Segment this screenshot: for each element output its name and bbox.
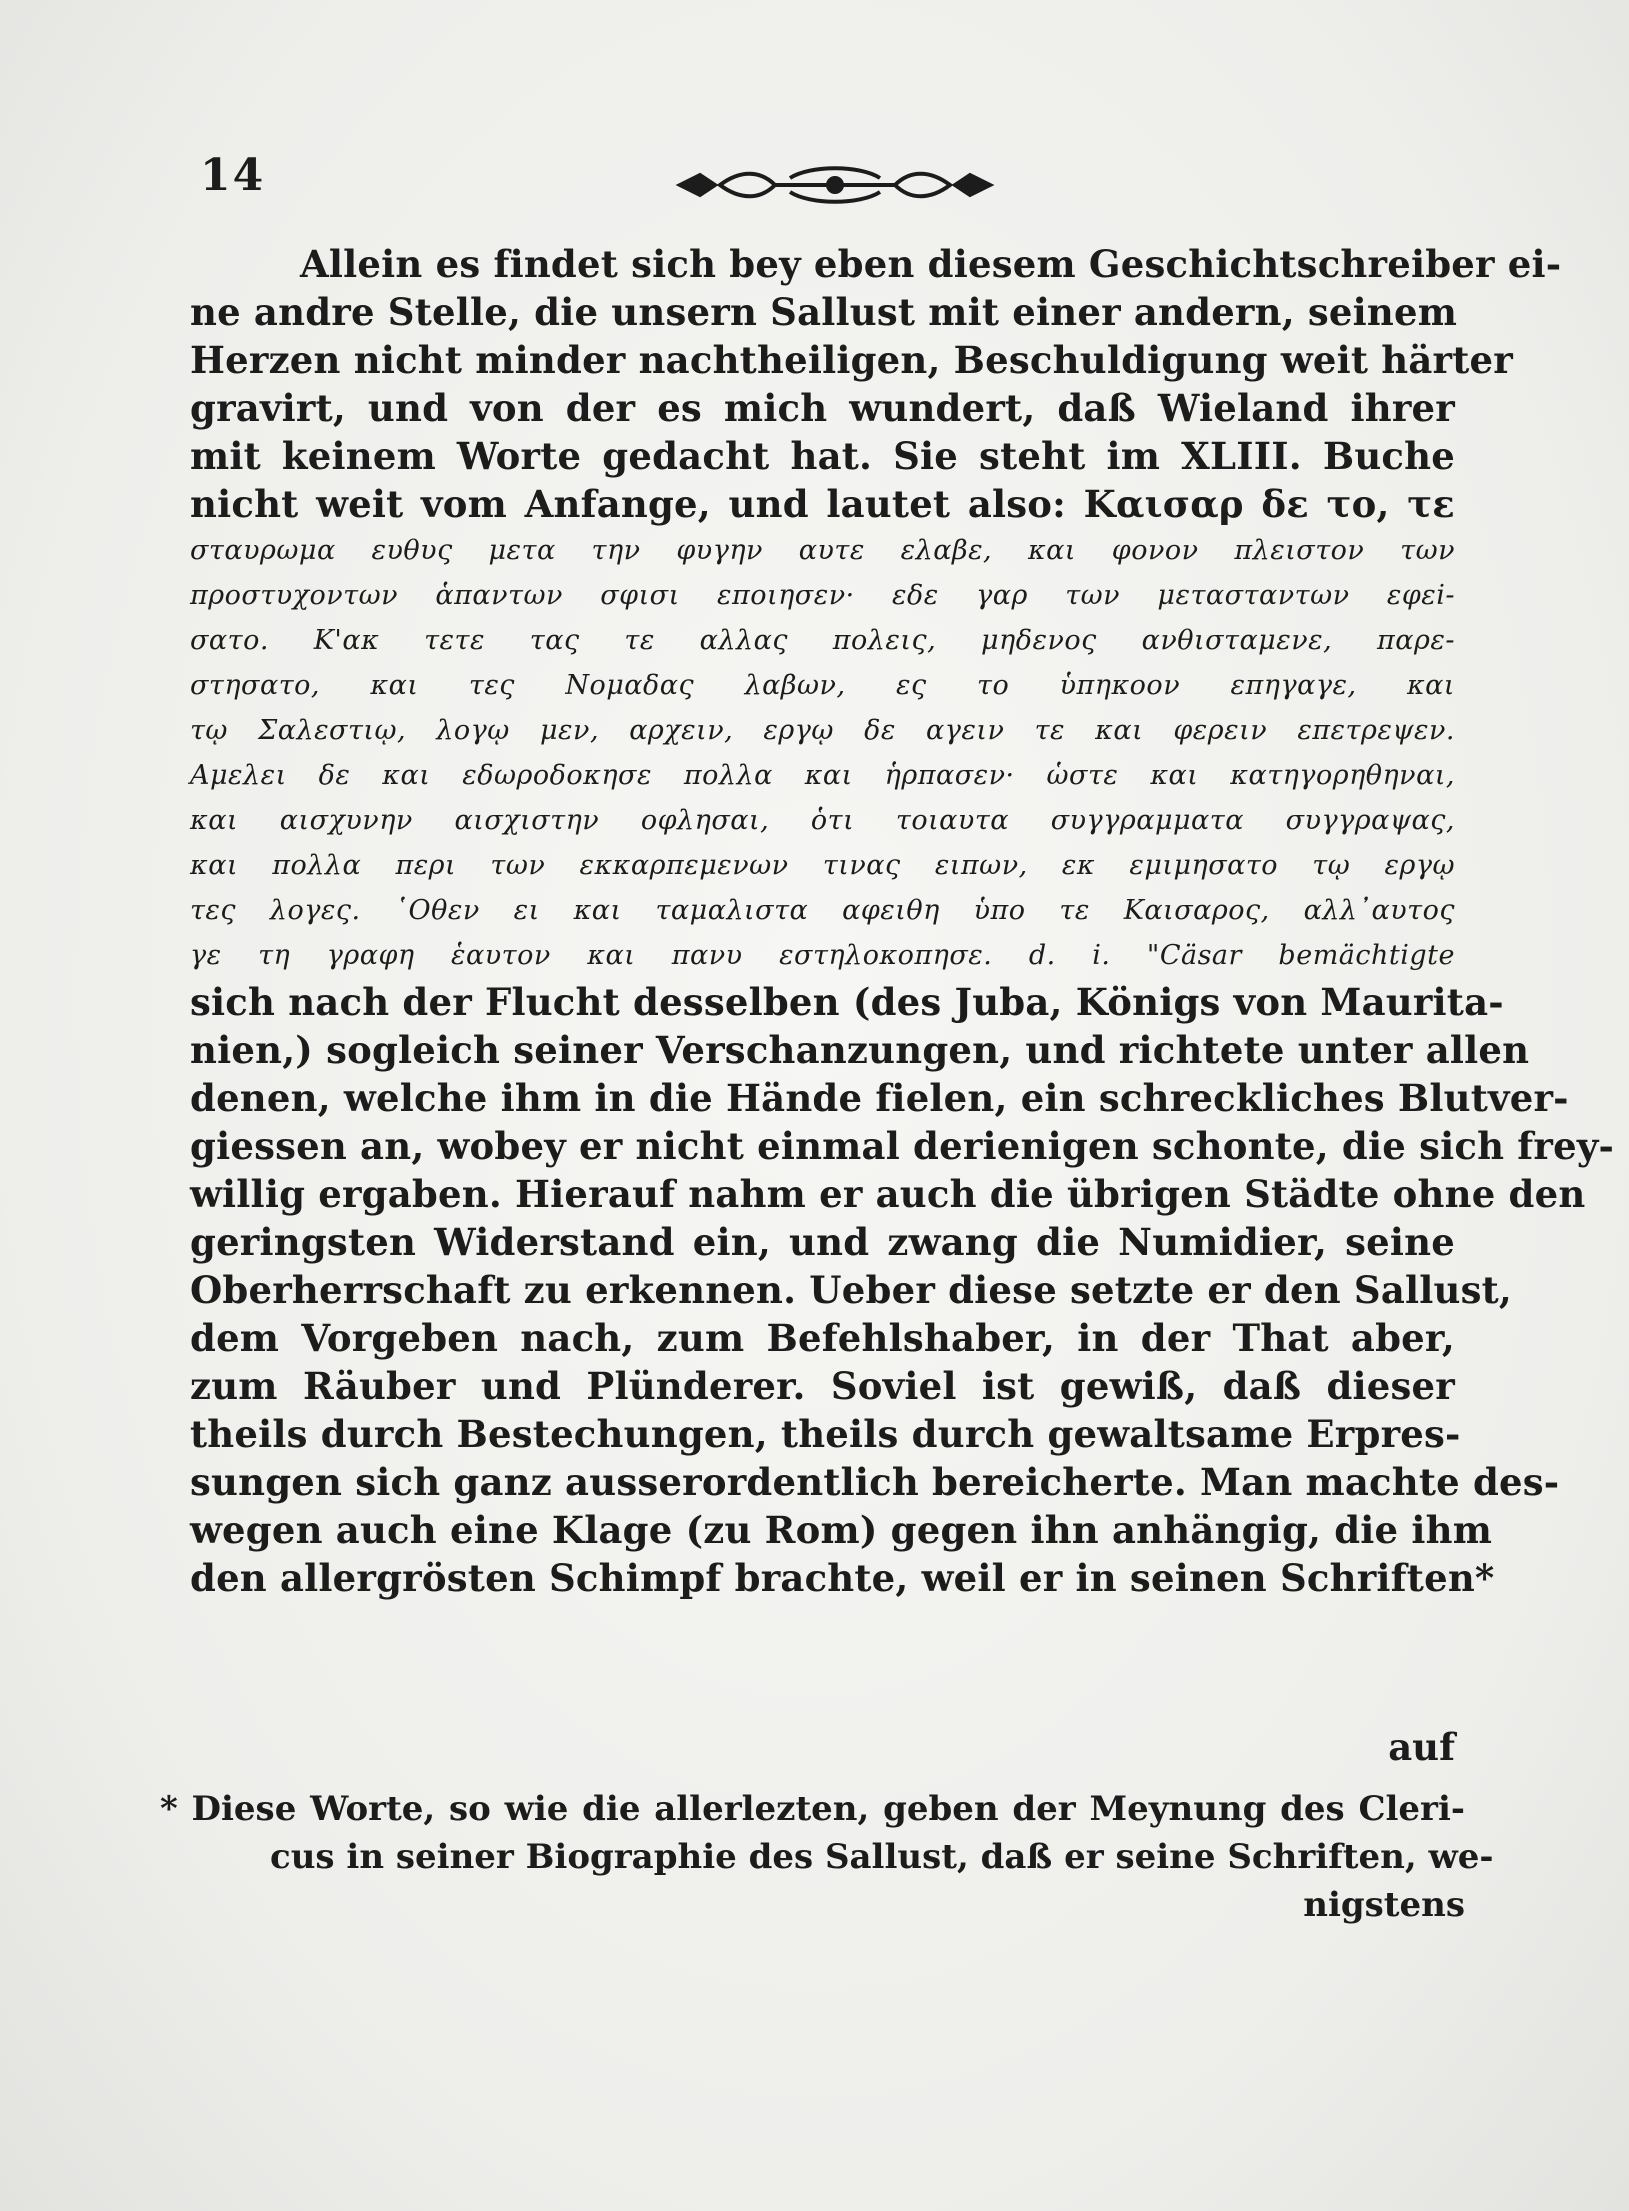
text-line: geringsten Widerstand ein, und zwang die Numidier, seine bbox=[190, 1220, 1455, 1264]
text-line: willig ergaben. Hierauf nahm er auch die übrigen Städte ohne den bbox=[190, 1172, 1586, 1216]
decorative-ornament-icon bbox=[660, 160, 1010, 210]
greek-quotation-line: σατο. Κ'ακ τετε τας τε αλλας πολεις, μηδενος ανθισταμενε, παρε- bbox=[190, 625, 1455, 656]
catchword: auf bbox=[1388, 1725, 1455, 1769]
greek-quotation-line: σταυρωμα ευθυς μετα την φυγην αυτε ελαβε, και φονον πλειστον των bbox=[190, 535, 1455, 566]
body-text bbox=[190, 240, 1615, 1602]
greek-quotation-line: και αισχυνην αισχιστην οφλησαι, ὁτι τοιαυτα συγγραμματα συγγραψας, bbox=[190, 805, 1455, 836]
greek-quotation-line: τῳ Σαλεστιῳ, λογῳ μεν, αρχειν, εργῳ δε αγειν τε και φερειν επετρεψεν. bbox=[190, 715, 1455, 746]
text-line: gravirt, und von der es mich wundert, daß Wieland ihrer bbox=[190, 386, 1455, 430]
text-line: dem Vorgeben nach, zum Befehlshaber, in der That aber, bbox=[190, 1316, 1455, 1360]
footnote-line: * Diese Worte, so wie die allerlezten, geben der Meynung des Cleri- bbox=[160, 1789, 1465, 1829]
footnote bbox=[160, 1785, 1494, 1929]
text-line: zum Räuber und Plünderer. Soviel ist gewiß, daß dieser bbox=[190, 1364, 1455, 1408]
text-line: ne andre Stelle, die unsern Sallust mit einer andern, seinem bbox=[190, 290, 1458, 334]
footnote-line: nigstens bbox=[1303, 1885, 1465, 1925]
greek-quotation-line: Αμελει δε και εδωροδοκησε πολλα και ἡρπασεν· ὡστε και κατηγορηθηναι, bbox=[190, 760, 1455, 791]
text-line: wegen auch eine Klage (zu Rom) gegen ihn anhängig, die ihm bbox=[190, 1508, 1493, 1552]
text-line: Herzen nicht minder nachtheiligen, Beschuldigung weit härter bbox=[190, 338, 1513, 382]
footnote-line: cus in seiner Biographie des Sallust, daß er seine Schriften, we- bbox=[270, 1837, 1494, 1877]
greek-quotation-line: προστυχοντων ἁπαντων σφισι εποιησεν· εδε γαρ των μετασταντων εφεi- bbox=[190, 580, 1455, 611]
text-line: mit keinem Worte gedacht hat. Sie steht im XLIII. Buche bbox=[190, 434, 1455, 478]
text-line: nien,) sogleich seiner Verschanzungen, und richtete unter allen bbox=[190, 1028, 1530, 1072]
text-line: Allein es findet sich bey eben diesem Geschichtschreiber ei- bbox=[300, 242, 1562, 286]
greek-quotation-line: και πολλα περι των εκκαρπεμενων τινας ειπων, εκ εμιμησατο τῳ εργῳ bbox=[190, 850, 1455, 881]
text-line: sungen sich ganz ausserordentlich bereicherte. Man machte des- bbox=[190, 1460, 1560, 1504]
page-number: 14 bbox=[200, 150, 266, 201]
text-line: giessen an, wobey er nicht einmal derienigen schonte, die sich frey- bbox=[190, 1124, 1615, 1168]
greek-quotation-line: στησατο, και τες Νομαδας λαβων, ες το ὑπηκοον επηγαγε, και bbox=[190, 670, 1455, 701]
text-line: sich nach der Flucht desselben (des Juba, Königs von Maurita- bbox=[190, 980, 1504, 1024]
greek-quotation-line: τες λογες. ῾Οθεν ει και ταμαλιστα αφειθη ὑπο τε Καισαρος, αλλ᾽αυτος bbox=[190, 895, 1455, 926]
text-line: theils durch Bestechungen, theils durch gewaltsame Erpres- bbox=[190, 1412, 1461, 1456]
text-line: nicht weit vom Anfange, und lautet also: Καισαρ δε το, τε bbox=[190, 482, 1455, 526]
text-line: denen, welche ihm in die Hände fielen, ein schreckliches Blutver- bbox=[190, 1076, 1569, 1120]
text-line: den allergrösten Schimpf brachte, weil er in seinen Schriften* bbox=[190, 1556, 1495, 1600]
greek-quotation-line: γε τη γραφη ἑαυτον και πανυ εστηλοκοπησε. d. i. "Cäsar bemächtigte bbox=[190, 940, 1455, 971]
text-line: Oberherrschaft zu erkennen. Ueber diese setzte er den Sallust, bbox=[190, 1268, 1513, 1312]
